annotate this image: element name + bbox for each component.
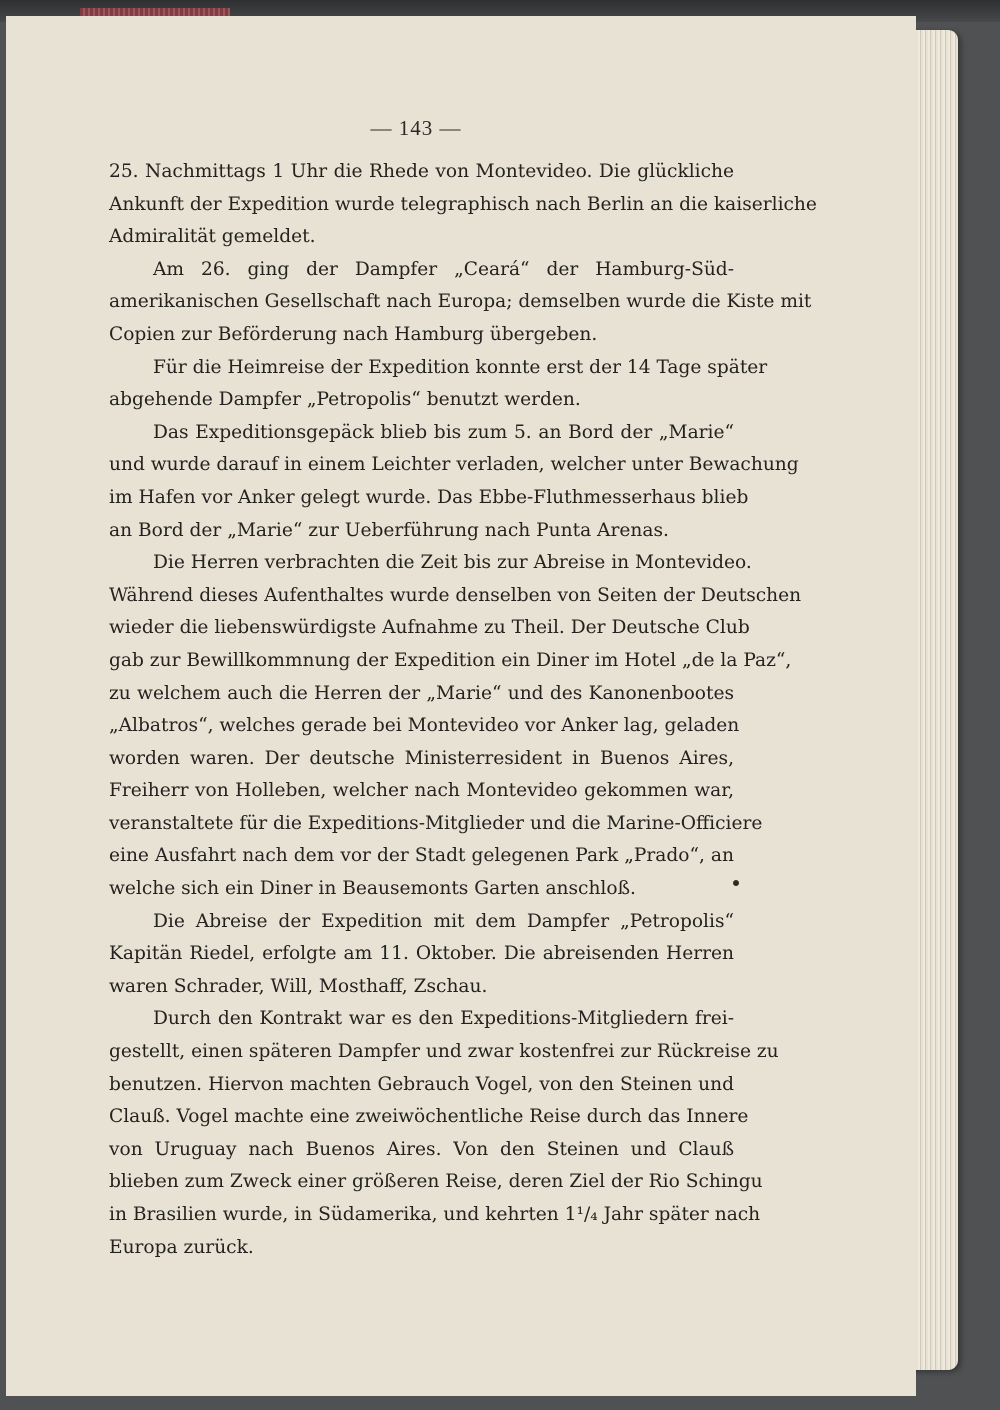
text-line: Freiherr von Holleben, welcher nach Montevideo gekommen war, bbox=[109, 780, 734, 802]
text-line: Am 26. ging der Dampfer „Ceará“ der Hamburg-Süd- bbox=[153, 258, 734, 280]
text-line: veranstaltete für die Expeditions-Mitglieder und die Marine-Officiere bbox=[109, 812, 763, 834]
text-line: Durch den Kontrakt war es den Expeditions-Mitgliedern frei- bbox=[153, 1008, 734, 1030]
text-line: Kapitän Riedel, erfolgte am 11. Oktober. Die abreisenden Herren bbox=[109, 943, 734, 965]
text-line: Europa zurück. bbox=[109, 1236, 254, 1258]
text-line: Die Herren verbrachten die Zeit bis zur Abreise in Montevideo. bbox=[153, 552, 752, 574]
text-line: Ankunft der Expedition wurde telegraphisch nach Berlin an die kaiserliche bbox=[109, 193, 817, 215]
text-line: an Bord der „Marie“ zur Ueberführung nach Punta Arenas. bbox=[109, 519, 669, 541]
text-line: benutzen. Hiervon machten Gebrauch Vogel, von den Steinen und bbox=[109, 1073, 734, 1095]
text-line: wieder die liebenswürdigste Aufnahme zu Theil. Der Deutsche Club bbox=[109, 617, 750, 639]
text-line: Während dieses Aufenthaltes wurde denselben von Seiten der Deutschen bbox=[109, 584, 802, 606]
text-line: „Albatros“, welches gerade bei Montevideo vor Anker lag, geladen bbox=[109, 715, 740, 737]
text-line: worden waren. Der deutsche Ministerresident in Buenos Aires, bbox=[109, 747, 734, 769]
text-line: eine Ausfahrt nach dem vor der Stadt gelegenen Park „Prado“, an bbox=[109, 845, 734, 867]
ink-spot bbox=[733, 880, 739, 886]
text-line: welche sich ein Diner in Beausemonts Garten anschloß. bbox=[109, 878, 636, 900]
text-line: Die Abreise der Expedition mit dem Dampfer „Petropolis“ bbox=[153, 910, 734, 932]
page-number: — 143 — bbox=[370, 116, 462, 140]
text-line: 25. Nachmittags 1 Uhr die Rhede von Montevideo. Die glückliche bbox=[109, 161, 734, 182]
text-line: in Brasilien wurde, in Südamerika, und kehrten 1¹/₄ Jahr später nach bbox=[109, 1204, 761, 1225]
text-line: gestellt, einen späteren Dampfer und zwar kostenfrei zur Rückreise zu bbox=[109, 1041, 779, 1063]
text-line: amerikanischen Gesellschaft nach Europa; demselben wurde die Kiste mit bbox=[109, 291, 812, 313]
text-line: Das Expeditionsgepäck blieb bis zum 5. an Bord der „Marie“ bbox=[153, 421, 734, 443]
text-line: Copien zur Beförderung nach Hamburg übergeben. bbox=[109, 323, 598, 345]
text-line: gab zur Bewillkommnung der Expedition ein Diner im Hotel „de la Paz“, bbox=[109, 649, 792, 671]
text-line: Clauß. Vogel machte eine zweiwöchentliche Reise durch das Innere bbox=[109, 1106, 749, 1128]
text-line: blieben zum Zweck einer größeren Reise, deren Ziel der Rio Schingu bbox=[109, 1171, 763, 1193]
text-line: von Uruguay nach Buenos Aires. Von den Steinen und Clauß bbox=[109, 1138, 734, 1160]
page-body-text bbox=[109, 156, 817, 1264]
text-line: waren Schrader, Will, Mosthaff, Zschau. bbox=[109, 975, 488, 997]
text-line: Admiralität gemeldet. bbox=[109, 226, 316, 248]
book-page bbox=[6, 16, 916, 1396]
text-line: Für die Heimreise der Expedition konnte erst der 14 Tage später bbox=[153, 356, 768, 378]
text-line: im Hafen vor Anker gelegt wurde. Das Ebbe-Fluthmesserhaus blieb bbox=[109, 486, 749, 508]
text-line: abgehende Dampfer „Petropolis“ benutzt werden. bbox=[109, 389, 581, 411]
text-line: zu welchem auch die Herren der „Marie“ und des Kanonenbootes bbox=[109, 682, 734, 704]
text-line: und wurde darauf in einem Leichter verladen, welcher unter Bewachung bbox=[109, 454, 799, 476]
